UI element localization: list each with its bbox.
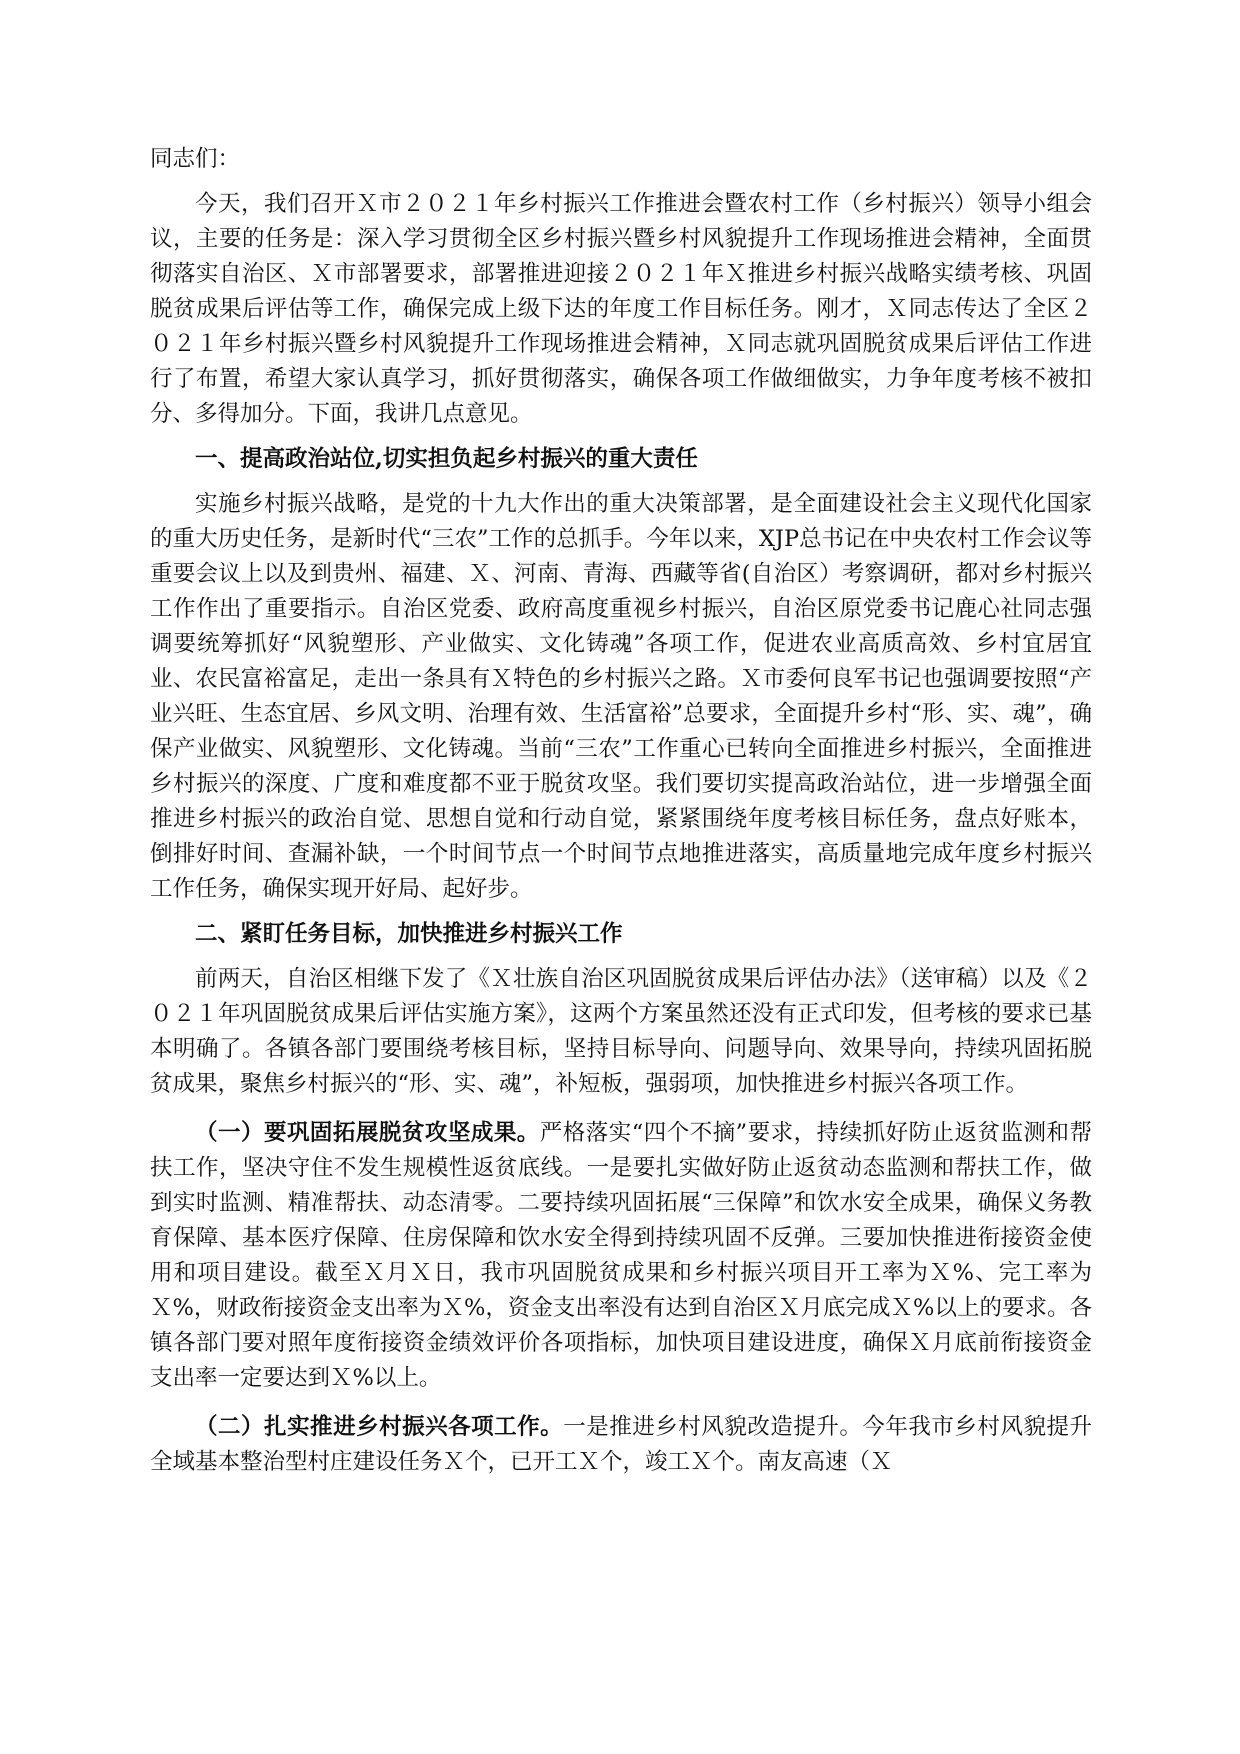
section-heading-2: 二、紧盯任务目标，加快推进乡村振兴工作 [195, 921, 623, 947]
intro-paragraph: 今天，我们召开Ｘ市２０２１年乡村振兴工作推进会暨农村工作（乡村振兴）领导小组会议，主要的任务是：深入学习贯彻全区乡村振兴暨乡村风貌提升工作现场推进会精神，全面贯彻落实自治区、Ｘ市部署要求，部署推进迎接２０２１年Ｘ推进乡村振兴战略实绩考核、巩固脱贫成果后评估等工作，确保完成上级下达的年度工作目标任务。刚才，Ｘ同志传达了全区２０２１年乡村振兴暨乡村风貌提升工作现场推进会精神，Ｘ同志就巩固脱贫成果后评估工作进行了布置，希望大家认真学习，抓好贯彻落实，确保各项工作做细做实，力争年度考核不被扣分、多得加分。下面，我讲几点意见。 [150, 191, 1092, 427]
item-1-body: 严格落实“四个不摘”要求，持续抓好防止返贫监测和帮扶工作，坚决守住不发生规模性返贫底线。一是要扎实做好防止返贫动态监测和帮扶工作，做到实时监测、精准帮扶、动态清零。二要持续巩固拓展“三保障”和饮水安全成果，确保义务教育保障、基本医疗保障、住房保障和饮水安全得到持续巩固不反弹。三要加快推进衔接资金使用和项目建设。截至Ｘ月Ｘ日，我市巩固脱贫成果和乡村振兴项目开工率为Ｘ%、完工率为Ｘ%，财政衔接资金支出率为Ｘ%，资金支出率没有达到自治区Ｘ月底完成Ｘ%以上的要求。各镇各部门要对照年度衔接资金绩效评价各项指标，加快项目建设进度，确保Ｘ月底前衔接资金支出率一定要达到Ｘ%以上。 [150, 1120, 1092, 1391]
item-2-body: 一是推进乡村风貌改造提升。今年我市乡村风貌提升全域基本整治型村庄建设任务Ｘ个，已开工Ｘ个，竣工Ｘ个。南友高速（Ｘ [150, 1414, 1092, 1475]
section-1-paragraph: 实施乡村振兴战略，是党的十九大作出的重大决策部署，是全面建设社会主义现代化国家的重大历史任务，是新时代“三农”工作的总抓手。今年以来，XJP总书记在中央农村工作会议等重要会议上以及到贵州、福建、Ｘ、河南、青海、西藏等省(自治区）考察调研，都对乡村振兴工作作出了重要指示。自治区党委、政府高度重视乡村振兴，自治区原党委书记鹿心社同志强调要统筹抓好“风貌塑形、产业做实、文化铸魂”各项工作，促进农业高质高效、乡村宜居宜业、农民富裕富足，走出一条具有Ｘ特色的乡村振兴之路。Ｘ市委何良军书记也强调要按照“产业兴旺、生态宜居、乡风文明、治理有效、生活富裕”总要求，全面提升乡村“形、实、魂”，确保产业做实、风貌塑形、文化铸魂。当前“三农”工作重心已转向全面推进乡村振兴，全面推进乡村振兴的深度、广度和难度都不亚于脱贫攻坚。我们要切实提高政治站位，进一步增强全面推进乡村振兴的政治自觉、思想自觉和行动自觉，紧紧围绕年度考核目标任务，盘点好账本，倒排好时间、查漏补缺，一个时间节点一个时间节点地推进落实，高质量地完成年度乡村振兴工作任务，确保实现开好局、起好步。 [150, 491, 1092, 902]
item-1-lead: （一）要巩固拓展脱贫攻坚成果。 [195, 1120, 540, 1146]
salutation: 同志们： [150, 146, 241, 172]
section-heading-1: 一、提高政治站位,切实担负起乡村振兴的重大责任 [195, 446, 698, 472]
item-2-lead: （二）扎实推进乡村振兴各项工作。 [195, 1414, 564, 1440]
item-2-paragraph [150, 1410, 1092, 1480]
item-1-paragraph [150, 1116, 1092, 1396]
section-2-paragraph: 前两天，自治区相继下发了《Ｘ壮族自治区巩固脱贫成果后评估办法》（送审稿）以及《２０２１年巩固脱贫成果后评估实施方案》，这两个方案虽然还没有正式印发，但考核的要求已基本明确了。各镇各部门要围绕考核目标，坚持目标导向、问题导向、效果导向，持续巩固拓脱贫成果，聚焦乡村振兴的“形、实、魂”，补短板，强弱项，加快推进乡村振兴各项工作。 [150, 966, 1092, 1097]
document-page [150, 142, 1092, 1480]
